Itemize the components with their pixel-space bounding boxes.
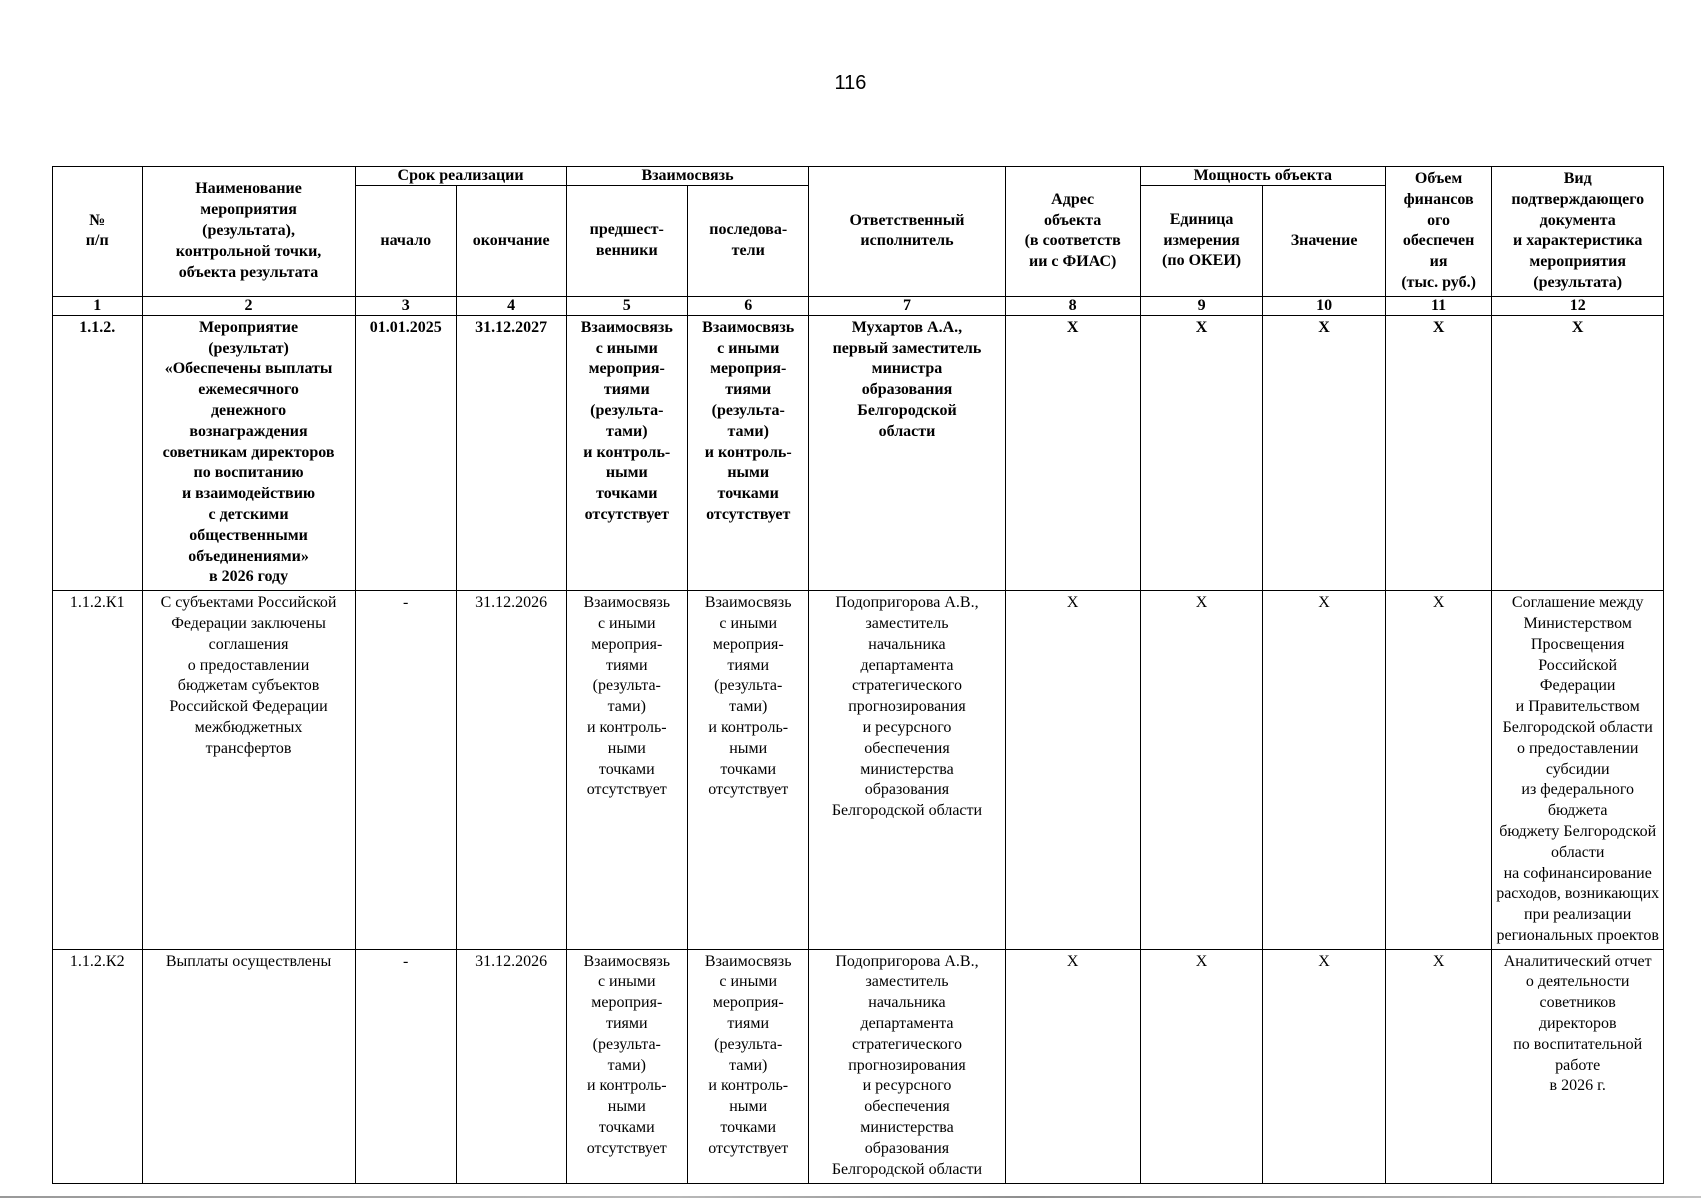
table-row bbox=[53, 315, 1664, 590]
header-relation-prev: предшест- венники bbox=[566, 186, 687, 297]
column-number-row bbox=[53, 296, 1664, 315]
scan-edge-line bbox=[0, 1196, 1701, 1198]
row-end-date: 31.12.2026 bbox=[456, 591, 566, 950]
row-start-date: 01.01.2025 bbox=[355, 315, 456, 590]
header-document: Вид подтверждающего документа и характеристика мероприятия (результата) bbox=[1492, 167, 1664, 297]
row-num: 1.1.2. bbox=[53, 315, 143, 590]
row-successors: Взаимосвязь с иными мероприя- тиями (результа- тами) и контроль- ными точками отсутствует bbox=[688, 591, 809, 950]
row-num: 1.1.2.К2 bbox=[53, 949, 143, 1183]
row-document: Соглашение между Министерством Просвещения Российской Федерации и Правительством Белгородской области о предоставлении субсидии из федерального бюджета бюджету Белгородской области на софинансирование расходов, возникающих при реализации региональных проектов bbox=[1492, 591, 1664, 950]
row-end-date: 31.12.2026 bbox=[456, 949, 566, 1183]
table-row bbox=[53, 591, 1664, 950]
row-successors: Взаимосвязь с иными мероприя- тиями (результа- тами) и контроль- ными точками отсутствует bbox=[688, 949, 809, 1183]
column-number: 3 bbox=[355, 296, 456, 315]
row-unit: X bbox=[1140, 949, 1263, 1183]
row-finance: X bbox=[1385, 591, 1492, 950]
header-capacity-group: Мощность объекта bbox=[1140, 167, 1385, 186]
row-predecessors: Взаимосвязь с иными мероприя- тиями (результа- тами) и контроль- ными точками отсутствует bbox=[566, 949, 687, 1183]
header-capacity-unit: Единица измерения (по ОКЕИ) bbox=[1140, 186, 1263, 297]
header-period-end: окончание bbox=[456, 186, 566, 297]
row-finance: X bbox=[1385, 315, 1492, 590]
header-row bbox=[53, 167, 1664, 186]
column-number: 12 bbox=[1492, 296, 1664, 315]
row-unit: X bbox=[1140, 591, 1263, 950]
row-responsible: Подопригорова А.В., заместитель начальника департамента стратегического прогнозирования и ресурсного обеспечения министерства образования Белгородской области bbox=[809, 949, 1005, 1183]
row-address: X bbox=[1005, 315, 1140, 590]
row-value: X bbox=[1263, 315, 1386, 590]
row-address: X bbox=[1005, 949, 1140, 1183]
row-name: Мероприятие (результат) «Обеспечены выплаты ежемесячного денежного вознаграждения советникам директоров по воспитанию и взаимодействию с детскими общественными объединениями» в 2026 году bbox=[142, 315, 355, 590]
header-responsible: Ответственный исполнитель bbox=[809, 167, 1005, 297]
row-name: Выплаты осуществлены bbox=[142, 949, 355, 1183]
row-start-date: - bbox=[355, 949, 456, 1183]
row-successors: Взаимосвязь с иными мероприя- тиями (результа- тами) и контроль- ными точками отсутствует bbox=[688, 315, 809, 590]
row-value: X bbox=[1263, 591, 1386, 950]
table-row bbox=[53, 949, 1664, 1183]
header-period-start: начало bbox=[355, 186, 456, 297]
row-finance: X bbox=[1385, 949, 1492, 1183]
row-document: X bbox=[1492, 315, 1664, 590]
row-address: X bbox=[1005, 591, 1140, 950]
header-finance: Объем финансов ого обеспечен ия (тыс. руб.) bbox=[1385, 167, 1492, 297]
column-number: 4 bbox=[456, 296, 566, 315]
header-num: № п/п bbox=[53, 167, 143, 297]
column-number: 2 bbox=[142, 296, 355, 315]
row-start-date: - bbox=[355, 591, 456, 950]
row-unit: X bbox=[1140, 315, 1263, 590]
row-value: X bbox=[1263, 949, 1386, 1183]
column-number: 6 bbox=[688, 296, 809, 315]
row-document: Аналитический отчет о деятельности советников директоров по воспитательной работе в 2026 г. bbox=[1492, 949, 1664, 1183]
row-name: С субъектами Российской Федерации заключены соглашения о предоставлении бюджетам субъектов Российской Федерации межбюджетных трансфертов bbox=[142, 591, 355, 950]
column-number: 8 bbox=[1005, 296, 1140, 315]
column-number: 5 bbox=[566, 296, 687, 315]
row-responsible: Подопригорова А.В., заместитель начальника департамента стратегического прогнозирования и ресурсного обеспечения министерства образования Белгородской области bbox=[809, 591, 1005, 950]
header-address: Адрес объекта (в соответств ии с ФИАС) bbox=[1005, 167, 1140, 297]
page-number: 116 bbox=[834, 72, 867, 94]
header-relation-next: последова- тели bbox=[688, 186, 809, 297]
header-period-group: Срок реализации bbox=[355, 167, 566, 186]
row-num: 1.1.2.К1 bbox=[53, 591, 143, 950]
header-name: Наименование мероприятия (результата), контрольной точки, объекта результата bbox=[142, 167, 355, 297]
column-number: 11 bbox=[1385, 296, 1492, 315]
row-responsible: Мухартов А.А., первый заместитель министра образования Белгородской области bbox=[809, 315, 1005, 590]
row-end-date: 31.12.2027 bbox=[456, 315, 566, 590]
column-number: 9 bbox=[1140, 296, 1263, 315]
column-number: 1 bbox=[53, 296, 143, 315]
activity-plan-table bbox=[52, 166, 1664, 1184]
header-capacity-value: Значение bbox=[1263, 186, 1386, 297]
header-relation-group: Взаимосвязь bbox=[566, 167, 809, 186]
row-predecessors: Взаимосвязь с иными мероприя- тиями (результа- тами) и контроль- ными точками отсутствует bbox=[566, 591, 687, 950]
row-predecessors: Взаимосвязь с иными мероприя- тиями (результа- тами) и контроль- ными точками отсутствует bbox=[566, 315, 687, 590]
column-number: 10 bbox=[1263, 296, 1386, 315]
column-number: 7 bbox=[809, 296, 1005, 315]
